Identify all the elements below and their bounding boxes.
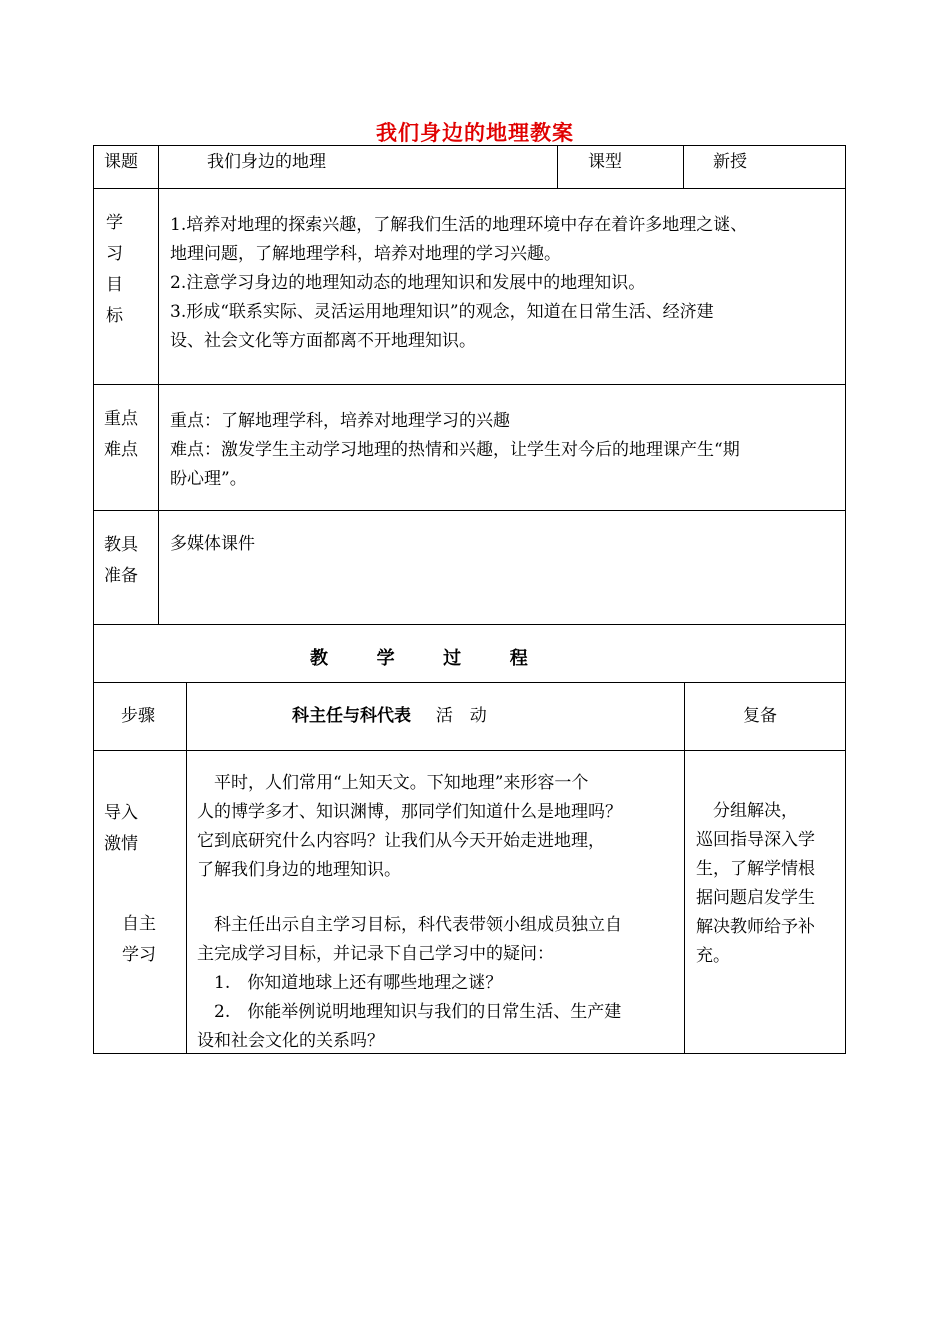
self-study-line: 2. 你能举例说明地理知识与我们的日常生活、生产建 xyxy=(197,1002,622,1022)
topic-value: 我们身边的地理 xyxy=(207,152,326,172)
notes-line: 解决教师给予补 xyxy=(696,917,815,937)
self-study-line: 主完成学习目标，并记录下自己学习中的疑问： xyxy=(197,944,554,964)
table-border-top xyxy=(93,145,846,146)
notes-line: 据问题启发学生 xyxy=(696,888,815,908)
column-divider xyxy=(557,145,558,189)
notes-line: 巡回指导深入学 xyxy=(696,830,815,850)
column-divider xyxy=(683,145,684,189)
tools-label: 教具 准备 xyxy=(104,535,138,586)
objective-line: 1.培养对地理的探索兴趣，了解我们生活的地理环境中存在着许多地理之谜、 xyxy=(170,215,748,235)
self-study-text xyxy=(197,911,622,1056)
objective-line: 3.形成“联系实际、灵活运用地理知识”的观念，知道在日常生活、经济建 xyxy=(170,302,714,322)
row-divider xyxy=(93,624,846,625)
process-title: 教 学 过 程 xyxy=(310,648,528,669)
notes-text xyxy=(696,797,815,971)
notes-line: 充。 xyxy=(696,946,730,966)
objective-line: 地理问题，了解地理学科，培养对地理的学习兴趣。 xyxy=(170,244,561,264)
tools-value: 多媒体课件 xyxy=(170,534,255,554)
intro-text xyxy=(197,769,622,885)
notes-column-header: 复备 xyxy=(743,706,777,726)
self-study-line: 1. 你知道地球上还有哪些地理之谜？ xyxy=(197,973,503,993)
objective-line: 2.注意学习身边的地理知动态的地理知识和发展中的地理知识。 xyxy=(170,273,646,293)
key-points-text xyxy=(170,407,740,494)
objectives-label: 学 习 目 标 xyxy=(106,213,123,326)
self-study-step-label: 自主 学习 xyxy=(122,914,156,965)
intro-line: 它到底研究什么内容吗？让我们从今天开始走进地理， xyxy=(197,831,605,851)
objective-line: 设、社会文化等方面都离不开地理知识。 xyxy=(170,331,476,351)
row-divider xyxy=(93,384,846,385)
intro-line: 人的博学多才、知识渊博，那同学们知道什么是地理吗？ xyxy=(197,802,622,822)
row-divider xyxy=(93,682,846,683)
column-divider xyxy=(158,145,159,625)
key-point-line: 重点：了解地理学科，培养对地理学习的兴趣 xyxy=(170,411,510,431)
objectives-text xyxy=(170,211,747,356)
lesson-type-value: 新授 xyxy=(713,152,747,172)
table-border-left xyxy=(93,145,94,1054)
step-column-header: 步骤 xyxy=(121,706,155,726)
key-points-label: 重点 难点 xyxy=(104,409,138,460)
activity-column-header: 科主任与科代表 活 动 xyxy=(292,706,487,726)
self-study-line: 设和社会文化的关系吗？ xyxy=(197,1031,384,1051)
notes-line: 生，了解学情根 xyxy=(696,859,815,879)
row-divider xyxy=(93,188,846,189)
document-title: 我们身边的地理教案 xyxy=(376,120,574,145)
intro-step-label: 导入 激情 xyxy=(104,803,138,854)
topic-label: 课题 xyxy=(104,152,138,172)
lesson-type-label: 课型 xyxy=(588,152,622,172)
notes-line: 分组解决， xyxy=(696,801,798,821)
key-point-line: 难点：激发学生主动学习地理的热情和兴趣，让学生对今后的地理课产生“期 xyxy=(170,440,740,460)
column-divider xyxy=(186,682,187,1054)
intro-line: 平时，人们常用“上知天文。下知地理”来形容一个 xyxy=(197,773,589,793)
key-point-line: 盼心理”。 xyxy=(170,469,247,489)
row-divider xyxy=(93,750,846,751)
column-divider xyxy=(684,682,685,1054)
row-divider xyxy=(93,510,846,511)
intro-line: 了解我们身边的地理知识。 xyxy=(197,860,401,880)
self-study-line: 科主任出示自主学习目标，科代表带领小组成员独立自 xyxy=(197,915,622,935)
table-border-right xyxy=(845,145,846,1054)
